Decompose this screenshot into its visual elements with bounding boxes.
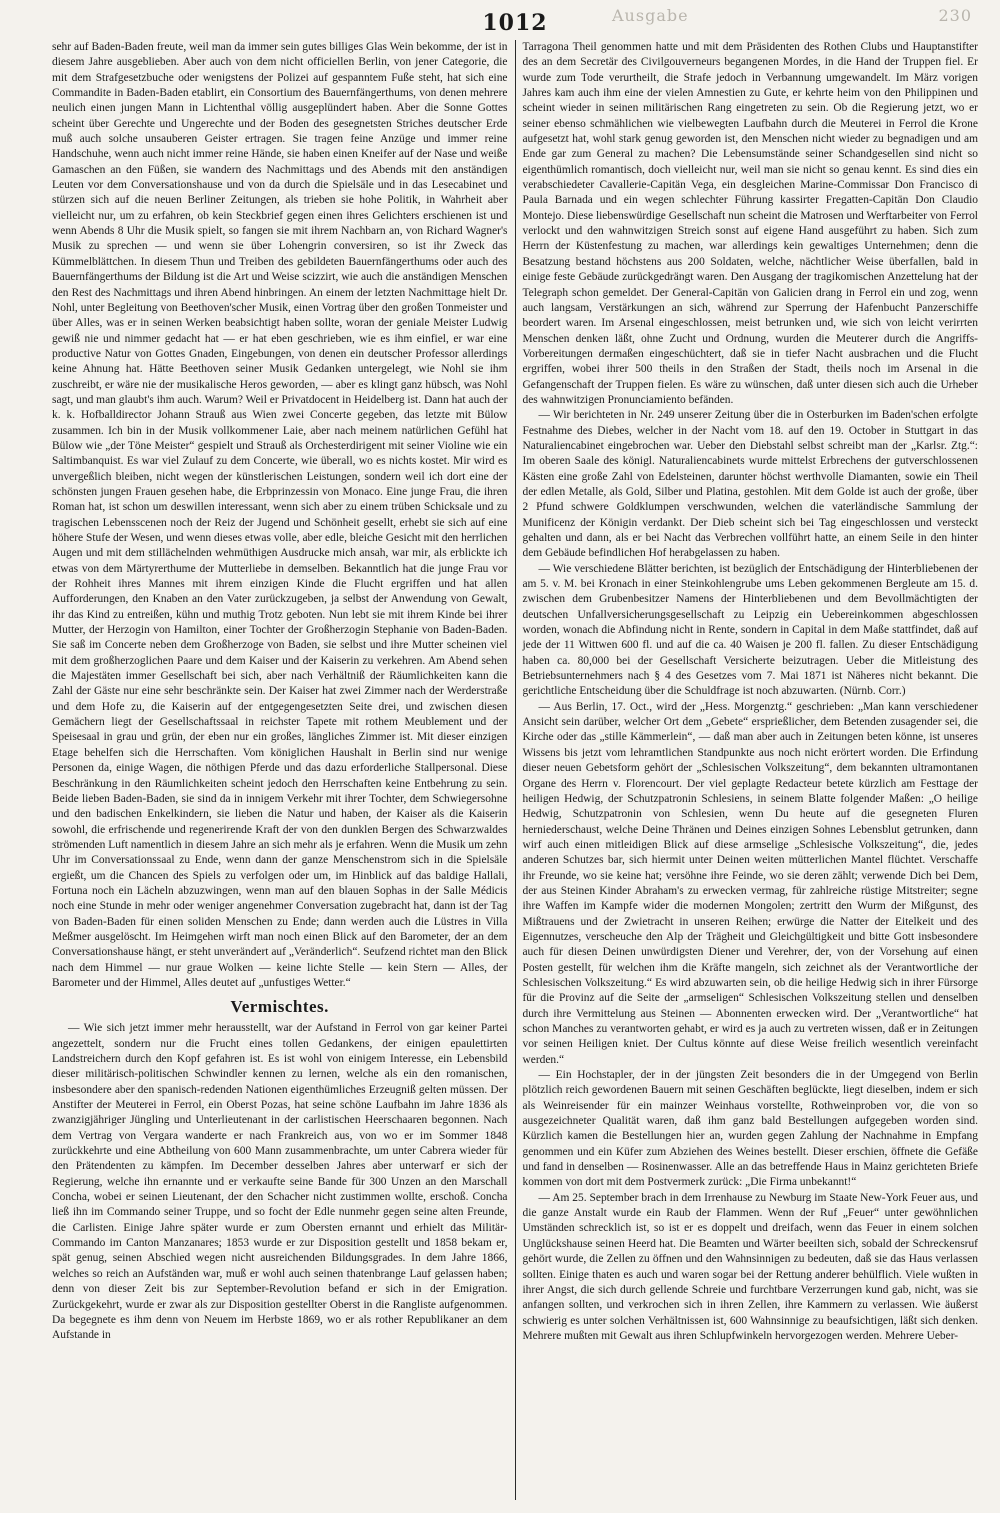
bleed-through-number: 230 bbox=[938, 6, 972, 25]
article-wine-swindler: — Ein Hochstapler, der in der jüngsten Zeit besonders die in der Umgegend von Berlin plötzlich reich gewordenen Bauern mit seinen Geschäften beglückte, liegt dieselben, indem er sich als Weinreisender für ein mainzer Weinhaus vorstellte, Rothweinproben vor, die von so ausgezeichneter Qualität waren, daß ihm ganz bald Bestellungen aufgegeben worden sind. Kürzlich kamen die Bestellungen hier an, wurden gegen Zahlung der Nachnahme in Empfang genommen und ein Küfer zum Abziehen des Weines bestellt. Dieser erschien, öffnete die Gefäße und fand in denselben — Rosinenwasser. Alle an das betreffende Haus in Mainz gerichteten Briefe kommen von dort mit dem Postvermerk zurück: „Die Firma unbekannt!“ bbox=[522, 1069, 978, 1189]
article-newburg-fire: — Am 25. September brach in dem Irrenhause zu Newburg im Staate New-York Feuer aus, und die ganze Anstalt wurde ein Raub der Flammen. Wenn der Ruf „Feuer“ unter gewöhnlichen Umständen schrecklich ist, so ist er es doppelt und dreifach, wenn das Feuer in einem solchen Unglückshause seinen Heerd hat. Die Beamten und Wärter beeilten sich, sobald der Schreckensruf gehört wurde, die Zellen zu öffnen und den Wahnsinnigen zu bedeuten, daß sie das Haus verlassen sollten. Einige thaten es auch und waren sogar bei der Rettung anderer behülflich. Viele wußten in ihrer Angst, die sich durch gellende Schreie und furchtbare Verzerrungen kund gab, nicht, was sie anfangen sollten, und verkrochen sich in ihren Zellen, ihre Kammern zu verlassen. Wie äußerst schwierig es unter solchen Verhältnissen ist, 600 Wahnsinnige zu beaufsichtigen, läßt sich denken. Mehrere mußten mit Gewalt aus ihren Schlupfwinkeln hervorgezogen werden. Mehrere Ueber- bbox=[522, 1191, 978, 1342]
section-title-vermischtes: Vermischtes. bbox=[230, 997, 329, 1017]
right-column bbox=[515, 40, 978, 1500]
text-columns bbox=[52, 40, 978, 1500]
left-column bbox=[52, 40, 515, 1500]
page-header bbox=[52, 4, 978, 40]
article-ferrol-continued: Tarragona Theil genommen hatte und mit dem Präsidenten des Rothen Clubs und Hauptanstifter des an dem Secretär des Civilgouverneurs begangenen Mordes, in die Hand der Truppen fiel. Er wurde zum Tode verurtheilt, die Strafe jedoch in Verbannung umgewandelt. Im März vorigen Jahres kam auch ihm eine der vielen Amnestien zu Gute, er kehrte heim von den Philippinen und scheint wieder in seinen militärischen Rang eingetreten zu sein. Ob die Regierung jetzt, wo er seiner ebenso schmählichen wie vielbewegten Laufbahn durch die Meuterei in Ferrol die Krone aufgesetzt hat, wohl stark genug geworden ist, den Menschen nicht wieder zu begnadigen und am Ende gar zum General zu machen? Die Lebensumstände seiner Schandgesellen sind nicht so eigenthümlich romantisch, doch vielleicht nur, weil man sie nicht so genau kennt. Es sind dies ein verabschiedeter Cavallerie-Capitän Vega, ein desgleichen Marine-Commissar Don Francisco di Paula Barnada und ein wegen schlechter Führung kassirter Fregatten-Capitän Don Claudio Montejo. Diese liebenswürdige Gesellschaft nun scheint die Matrosen und Werftarbeiter von Ferrol verlockt und den wahnwitzigen Streich sonst auf eigene Hand ausgeführt zu haben. Sich zum Herrn der Küstenfestung zu machen, war allerdings kein gewaltiges Unternehmen; denn die Besatzung bestand höchstens aus 200 Soldaten, welche, nächtlicher Weise überfallen, bald in einige feste Gebäude zurückgedrängt waren. Den Ausgang der tragikomischen Anzettelung hat der Telegraph schon gemeldet. Der General-Capitän von Galicien drang in Ferrol ein und zog, wenn auch langsam, Verstärkungen an sich, während zur Sperrung der Hafenbucht Panzerschiffe beordert waren. Im Arsenal eingeschlossen, meist betrunken und, wie sich von leicht verirrten Menschen denken läßt, ohne Zucht und Ordnung, wurden die Meuterer durch die Angriffs-Vorbereitungen dermaßen eingeschüchtert, daß sie in tiefer Nacht ausbrachen und die Flucht ergriffen, wobei ihrer 500 theils in den Straßen der Stadt, theils noch im Arsenal in die Gefangenschaft der Truppen fielen. Es wäre zu wünschen, daß unter diesen sich auch die Urheber des wahnwitzigen Pronunciamiento befänden. bbox=[522, 41, 978, 406]
article-stuttgart-theft: — Wir berichteten in Nr. 249 unserer Zeitung über die in Osterburken im Baden'schen erfolgte Festnahme des Diebes, welcher in der Nacht vom 18. auf den 19. October in Stuttgart in das Naturaliencabinet eingebrochen war. Ueber den Diebstahl selbst schreibt man der „Karlsr. Ztg.“: Im oberen Saale des königl. Naturaliencabinets wurde mittelst Erbrechens der gutverschlossenen Kästen eine große Zahl von Edelsteinen, darunter höchst werthvolle Diamanten, sowie ein Theil der edlen Metalle, als Gold, Silber und Platina, gestohlen. Mit dem Golde ist auch der große, über 2 Pfund schwere Goldklumpen verschwunden, welchen die vaterländische Sammlung der Munificenz der Königin verdankt. Der Dieb scheint sich bei Tag eingeschlossen und versteckt gehalten und dann, als er bei Nacht das Verbrechen vollführt hatte, an einem Seile in den hinter dem Gebäude befindlichen Hof herabgelassen zu haben. bbox=[522, 409, 978, 560]
article-berlin-prayer: — Aus Berlin, 17. Oct., wird der „Hess. Morgenztg.“ geschrieben: „Man kann verschiedener Ansicht sein darüber, welcher Ort dem „Gebete“ ersprießlicher, dem Betenden zusagender sei, die Kirche oder das „stille Kämmerlein“, — daß man aber auch in Zeitungen beten könne, ist unseres Wissens bis jetzt vom lehramtlichen Standpunkte aus noch nicht erörtert worden. Die Erfindung dieser neuen Gebetsform gehört der „Schlesischen Volkszeitung“, dem bekannten ultramontanen Organe des Herrn v. Florencourt. Der viel geplagte Redacteur betete kürzlich am Festtage der heiligen Hedwig, der Schutzpatronin Schlesiens, in seinem Blatte folgender Maßen: „O heilige Hedwig, Schutzpatronin von Schlesien, wenn Du heute auf die gesegneten Fluren herniederschaust, welche Deine Thränen und Deines einzigen Sohnes Lebensblut getrunken, dann wirf auch einen mitleidigen Blick auf diese armselige „Schlesische Volkszeitung“, die, jedes anderen Schutzes bar, sich hiermit unter Deinen weiten mütterlichen Mantel flüchtet. Verschaffe ihr Freunde, wo sie keine hat; versöhne ihre Feinde, wo sie deren zählt; verwende Dich bei Dem, der aus Steinen Kinder Abraham's zu erwecken vermag, für zahlreiche rüstige Mitstreiter; segne ihre Waffen im Kampfe wider die modernen Mongolen; zertritt den Wurm der Mißgunst, des Mißtrauens und der Zwietracht in unseren Reihen; erwürge die Natter der Eitelkeit und des Eigennutzes, verscheuche den Alp der Trägheit und Gleichgültigkeit und bitte Gott insbesondere auch für diesen Deinen unwürdigsten Diener und Verehrer, der, von der Vorsehung auf einen Posten gestellt, für welchen ihm die Kräfte mangeln, sich zeichnet als der Verantwortliche der Schlesischen Volkszeitung.“ Es wird abzuwarten sein, ob die heilige Hedwig sich in ihrer Fürsorge für die Provinz auf die Seite der „armseligen“ Schlesischen Volkszeitung stellen und denselben durch ihre Vermittelung aus Steinen — Abonnenten erwecken wird. Der „Verantwortliche“ hat schon Manches zu verantworten gehabt, er wird es ja auch zu vertreten wissen, daß er in Zeitungen vor seinen Heiligen kniet. Der Cultus könnte auf diese Weise freilich wesentlich vereinfacht werden.“ bbox=[522, 700, 978, 1066]
article-ferrol: — Wie sich jetzt immer mehr herausstellt, war der Aufstand in Ferrol von gar keiner Partei angezettelt, sondern nur die Frucht eines tollen Gedankens, der einigen epaulettirten Landstreichern durch den Kopf gefahren ist. Es ist wohl von einigem Interesse, ein Lebensbild dieser militärisch-politischen Schwindler kennen zu lernen, welche als ein den romanischen, insbesondere aber den spanisch-redenden Nationen eigenthümliches Erzeugniß gelten müssen. Der Anstifter der Meuterei in Ferrol, ein Oberst Pozas, hat seine schöne Laufbahn im Jahre 1836 als zwanzigjähriger Jüngling und Unterlieutenant in der carlistischen Heerschaaren begonnen. Nach dem Vertrag von Vergara wanderte er nach Frankreich aus, von wo er im Sommer 1848 zurückkehrte und eine Abtheilung von 600 Mann zusammenbrachte, um unter Cabrera wieder für den Prätendenten zu kämpfen. Im December desselben Jahres aber unterwarf er sich der Regierung, welche ihn ernannte und er verkaufte seine Bande für 300 Unzen an den Marschall Concha, wobei er seinen Lieutenant, der den Schacher nicht zustimmen wollte, erschoß. Concha ließ ihn im Commando seiner Truppe, und so focht der Edle nunmehr gegen seine alten Freunde, die Carlisten. Einige Jahre später wurde er zum Obersten ernannt und erhielt das Militär-Commando im Canton Manzanares; 1853 wurde er zur Disposition gestellt und 1858 bekam er, spät genug, seinen Abschied wegen nicht ausreichenden Bildungsgrades. In dem Jahre 1866, welches so reich an Aufständen war, muß er wohl auch seinen thatenbrange Lauf gelassen haben; denn von dieser Zeit bis zur September-Revolution befand er sich in der Emigration. Zurückgekehrt, wurde er zwar als zur Disposition gestellter Oberst in die Rangliste aufgenommen. Da begegnete es ihm denn von Neuem im Herbste 1869, wo er als rother Republikaner an dem Aufstande in bbox=[52, 1022, 508, 1342]
bleed-through-text: Ausgabe bbox=[612, 6, 689, 25]
article-baden-baden: sehr auf Baden-Baden freute, weil man da immer sein gutes billiges Glas Wein bekomme, der ist in diesem Jahre ausgeblieben. Aber auch von dem nicht officiellen Berlin, von jener Categorie, die mit dem Strafgesetzbuche oder wenigstens der Polizei auf gespanntem Fuße steht, hat sich eine Commandite in Baden-Baden etablirt, ein Consortium des Bauernfängerthums, von denen mehrere neulich einen jungen Mann in Lichtenthal völlig ausgeplündert haben. Aber die Sonne Gottes scheint über Gerechte und Ungerechte und der Boden des gesegnetsten Striches deutscher Erde muß auch solche unsauberen Geister ertragen. Sie tragen feine Anzüge und immer reine Handschuhe, wenn auch nicht immer reine Hände, sie haben einen Kneifer auf der Nase und weiße Gamaschen an den Füßen, sie wandern des Nachmittags und des Abends mit den anständigen Leuten vor dem Conversationshause und von da durch die Spielsäle und in das Lesecabinet und stürzen sich auf die neuen Berliner Zeitungen, als trieben sie hohe Politik, in Wahrheit aber vielleicht nur, um zu erfahren, ob kein Steckbrief gegen einen ihres Gelichters erschienen ist und wenn Abends 8 Uhr die Musik spielt, so fangen sie mit ihrem Nachbarn an, von Richard Wagner's Musik zu sprechen — und wenn sie über Lohengrin conversiren, so ist ihr Zweck das Kümmelblättchen. In diesem Thun und Treiben des gebildeten Bauernfängerthums oder auch des Bauernfängerthums der Bildung ist die Art und Weise scizzirt, wie auch die anständigen Menschen den Rest des Nachmittags und ihren Abend hinbringen. An einem der letzten Nachmittage hielt Dr. Nohl, unter Begleitung von Beethoven'scher Musik, einen Vortrag über den großen Tonmeister und über Alles, was er in seinen Werken beabsichtigt haben sollte, woran der geniale Meister Ludwig gewiß nie und nimmer gedacht hat — er hat eben geschrieben, wie es ihm einfiel, er war eine productive Natur von Gottes Gnaden, Eingebungen, von denen ein deutscher Professor allerdings keine Ahnung hat. Hätte Beethoven seiner Musik Gedanken untergelegt, wie Nohl sie ihm zuschreibt, er wäre nie der musikalische Heros geworden, — aber es klingt ganz hübsch, was Nohl sagt, und man glaubt's ihm auch. Warum? Weil er Privatdocent in Heidelberg ist. Dann hat auch der k. k. Hofballdirector Johann Strauß aus Wien zwei Concerte gegeben, das letzte mit Bülow zusammen. Ich bin in der Musik vollkommener Laie, aber nach meinem natürlichen Gefühl hat Bülow wie „der Töne Meister“ gespielt und Strauß als Orchesterdirigent mit seiner Violine wie ein Saltimbanquist. Es war viel Zulauf zu dem Concerte, wie überall, wo es nichts kostet. Mir wird es unvergeßlich bleiben, nicht wegen der künstlerischen Leistungen, sondern weil ich dort eine der schönsten jungen Frauen gesehen habe, die Erbprinzessin von Monaco. Eine junge Frau, die ihren Roman hat, ist schon um deswillen interessant, wenn sich aber zu einem trüben Schicksale und zu tragischen Lebensscenen noch der Reiz der Jugend und Schönheit gesellt, erhebt sie sich auf eine höhere Stufe der Wesen, und wenn dieses etwas volle, aber edle, bleiche Gesicht mit den herrlichen Augen und mit dem stillächelnden wehmüthigen Ausdrucke mich ansah, war mir, als erblickte ich etwas von dem Märtyrerthume der Mutterliebe in demselben. Bekanntlich hat die junge Frau vor der Rohheit ihres Mannes mit ihrem einzigen Kinde die Flucht ergriffen und hat allen Aufforderungen, den Knaben an den Vater zurückzugeben, ja selbst der Anwendung von Gewalt, ihr das Kind zu entreißen, kühn und muthig Trotz geboten. Nun lebt sie mit ihrem Kinde bei ihrer Mutter, der Herzogin von Hamilton, einer Tochter der Großherzogin Stephanie von Baden-Baden. Sie saß im Concerte neben dem Großherzoge von Baden, sie selbst und ihre Mutter scheinen viel mit dem großherzoglichen Paare und dem Kaiser und der Kaiserin zu verkehren. Am Abend sehen die Majestäten immer Gesellschaft bei sich, aber nach Verhältniß der Räumlichkeiten kann die Zahl der Gäste nur eine sehr beschränkte sein. Der Kaiser hat zwei Zimmer nach der Werderstraße und dem Hofe zu, die Kaiserin auf der entgegengesetzten Seite drei, und zwischen diesen Gemächern liegt der Gesellschaftssaal in reichster Tapete mit rothem Meublement und der Speisesaal in grau und grün, der eben nur ein großes, längliches Zimmer ist. Mit dieser einzigen Etage behelfen sich die Herrschaften. Vom königlichen Haushalt in Berlin sind nur wenige Personen da, einige Wagen, die nöthigen Pferde und das dazu erforderliche Stallpersonal. Diese Beschränkung in den Räumlichkeiten scheint jedoch den Herrschaften keine Entbehrung zu sein. Beide lieben Baden-Baden, sie sind da in innigem Verkehr mit ihrer Tochter, dem Schwiegersohne und den badischen Enkelkindern, sie lieben die Natur und haben, der Kaiser als die Kaiserin sowohl, die erfrischende und regenerirende Kraft der von den dunklen Bergen des Schwarzwaldes strömenden Luft namentlich in diesem Jahre an sich mehr als je erfahren. Wenn die Musik um zehn Uhr im Conversationssaal zu Ende, wenn dann der ganze Menschenstrom sich in die Spielsäle ergießt, um die Chancen des Spiels zu verfolgen oder um, im Hinblick auf das baldige Hallali, Fortuna noch ein Lächeln abzuzwingen, wenn man auf den blauen Sophas in der Salle Médicis noch eine Stunde in mehr oder weniger angenehmer Conversation zugebracht hat, dann ist der Tag von Baden-Baden für einen soliden Menschen zu Ende; dann werden auch die Lüstres in Villa Meßmer ausgelöscht. Im Heimgehen wirft man noch einen Blick auf den Barometer, der an dem Conversationshause hängt, er steht unverändert auf „Veränderlich“. Seufzend richtet man den Blick nach dem Himmel — nur graue Wolken — keine lichte Stelle — kein Stern — Alles, der Barometer und der Himmel, Alles deutet auf „unfustiges Wetter.“ bbox=[52, 41, 508, 989]
page-number: 1012 bbox=[482, 10, 548, 36]
article-kronach-mine: — Wie verschiedene Blätter berichten, ist bezüglich der Entschädigung der Hinterbliebenen der am 5. v. M. bei Kronach in einer Steinkohlengrube ums Leben gekommenen Bergleute am 15. d. zwischen dem Grubenbesitzer Namens der Hinterbliebenen und dem Bevollmächtigten der deutschen Unfallversicherungsgesellschaft zu Leipzig ein Uebereinkommen abgeschlossen worden, wonach die Abfindung nicht in Rente, sondern in Capital in dem Maße stattfindet, daß auf jede der 11 Wittwen 600 fl. und auf die ca. 40 Waisen je 200 fl. fallen. Zu dieser Entschädigung haben ca. 80,000 bei der Gesellschaft Versicherte beizutragen. Ueber die Mitleistung des Betriebsunternehmers nach § 4 des Gesetzes vom 7. Mai 1871 ist Näheres nicht bekannt. Die gerichtliche Entscheidung über die Schuldfrage ist noch abzuwarten. (Nürnb. Corr.) bbox=[522, 562, 978, 698]
